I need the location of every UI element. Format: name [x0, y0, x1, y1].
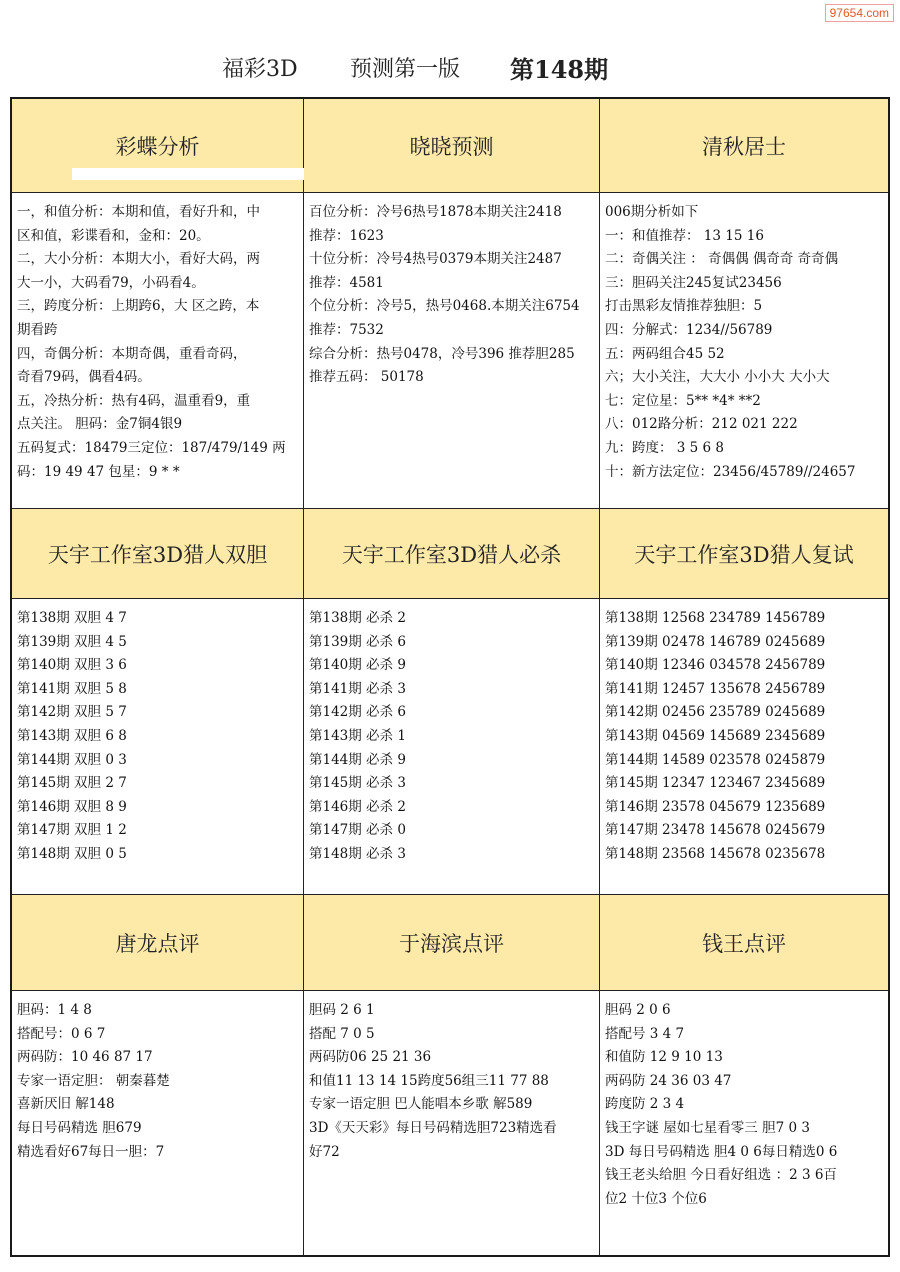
text-line: 搭配号 3 4 7	[605, 1025, 685, 1042]
text-line: 3D 每日号码精选 胆4 0 6每日精选0 6	[605, 1143, 838, 1160]
panel-tianyu-bisha	[304, 509, 600, 895]
text-line: 跨度防 2 3 4	[605, 1096, 685, 1113]
text-line: 第145期 双胆 2 7	[17, 775, 127, 792]
text-line: 大一小，大码看79，小码看4。	[17, 274, 205, 291]
text-line: 五，冷热分析：热有4码，温重看9，重	[17, 392, 251, 409]
panel-body	[304, 193, 599, 390]
text-line: 第146期 必杀 2	[309, 798, 406, 815]
text-line: 综合分析：热号0478，冷号396 推荐胆285	[309, 345, 575, 362]
panel-title-mask	[72, 168, 304, 180]
text-line: 打击黑彩友情推荐独胆：5	[605, 298, 763, 315]
panel-title: 彩蝶分析	[12, 99, 303, 193]
text-line: 第147期 必杀 0	[309, 822, 406, 839]
panel-body	[12, 193, 303, 484]
text-line: 搭配号：0 6 7	[17, 1025, 106, 1042]
panel-title: 天宇工作室3D猎人双胆	[12, 509, 303, 599]
text-line: 第138期 12568 234789 1456789	[605, 610, 826, 626]
page-header	[0, 40, 900, 90]
text-line: 喜新厌旧 解148	[17, 1096, 115, 1113]
panel-title: 清秋居士	[600, 99, 888, 193]
text-line: 钱王字谜 屋如七星看零三 胆7 0 3	[605, 1119, 810, 1136]
text-line: 六；大小关注，大大小 小小大 大小大	[605, 369, 830, 386]
text-line: 第141期 12457 135678 2456789	[605, 680, 826, 697]
text-line: 第138期 双胆 4 7	[17, 610, 127, 626]
text-line: 精选看好67每日一胆：7	[17, 1143, 165, 1160]
text-line: 第147期 23478 145678 0245679	[605, 822, 826, 839]
text-line: 两码防 24 36 03 47	[605, 1072, 732, 1089]
text-line: 第141期 必杀 3	[309, 680, 406, 697]
text-line: 第139期 双胆 4 5	[17, 633, 127, 650]
panel-title: 天宇工作室3D猎人复试	[600, 509, 888, 599]
text-line: 第148期 双胆 0 5	[17, 845, 127, 862]
text-line: 3D《天天彩》每日号码精选胆723精选看	[309, 1119, 557, 1136]
text-line: 第146期 23578 045679 1235689	[605, 798, 826, 815]
text-line: 第143期 04569 145689 2345689	[605, 727, 826, 744]
panel-body	[600, 193, 888, 484]
text-line: 搭配 7 0 5	[309, 1025, 375, 1042]
prediction-grid	[10, 97, 890, 1257]
panel-title: 唐龙点评	[12, 895, 303, 991]
text-line: 个位分析：冷号5，热号0468.本期关注6754	[309, 298, 580, 315]
text-line: 奇看79码，偶看4码。	[17, 369, 151, 386]
panel-body	[12, 599, 303, 867]
panel-caidie	[12, 99, 304, 509]
text-line: 三：胆码关注245复试23456	[605, 274, 782, 291]
panel-title: 天宇工作室3D猎人必杀	[304, 509, 599, 599]
header-lottery-name: 福彩3D	[222, 57, 298, 82]
text-line: 二：奇偶关注 ： 奇偶偶 偶奇奇 奇奇偶	[605, 251, 839, 268]
text-line: 第140期 必杀 9	[309, 657, 406, 674]
text-line: 五：两码组合45 52	[605, 345, 725, 362]
text-line: 胆码 2 6 1	[309, 1002, 375, 1018]
text-line: 十：新方法定位：23456/45789//24657	[605, 463, 856, 480]
text-line: 专家一语定胆 巴人能唱本乡歌 解589	[309, 1096, 533, 1113]
text-line: 七：定位星：5** *4* **2	[605, 392, 761, 409]
text-line: 区和值，彩谍看和，金和：20。	[17, 227, 210, 244]
text-line: 第147期 双胆 1 2	[17, 822, 127, 839]
text-line: 胆码 2 0 6	[605, 1002, 671, 1018]
text-line: 第140期 12346 034578 2456789	[605, 657, 826, 674]
panel-title: 晓晓预测	[304, 99, 599, 193]
text-line: 推荐：4581	[309, 274, 384, 291]
text-line: 四：分解式：1234//56789	[605, 321, 773, 338]
text-line: 第146期 双胆 8 9	[17, 798, 127, 815]
text-line: 第148期 23568 145678 0235678	[605, 845, 826, 862]
text-line: 位2 十位3 个位6	[605, 1190, 707, 1207]
text-line: 第145期 12347 123467 2345689	[605, 775, 826, 792]
text-line: 和值防 12 9 10 13	[605, 1049, 723, 1066]
header-edition: 预测第一版	[350, 57, 461, 82]
panel-title: 于海滨点评	[304, 895, 599, 991]
text-line: 十位分析：冷号4热号0379本期关注2487	[309, 251, 562, 268]
text-line: 两码防06 25 21 36	[309, 1049, 432, 1066]
text-line: 三，跨度分析：上期跨6，大 区之跨，本	[17, 298, 260, 315]
text-line: 八：012路分析：212 021 222	[605, 416, 798, 433]
header-issue: 第148期	[510, 55, 609, 84]
text-line: 第142期 02456 235789 0245689	[605, 704, 826, 721]
text-line: 第139期 02478 146789 0245689	[605, 633, 826, 650]
text-line: 码：19 49 47 包星：9 * *	[17, 463, 180, 480]
text-line: 第148期 必杀 3	[309, 845, 406, 862]
panel-yuhaibin	[304, 895, 600, 1255]
text-line: 第142期 双胆 5 7	[17, 704, 127, 721]
text-line: 第141期 双胆 5 8	[17, 680, 127, 697]
text-line: 推荐：7532	[309, 321, 384, 338]
text-line: 第144期 14589 023578 0245879	[605, 751, 826, 768]
watermark: 97654.com	[825, 4, 894, 22]
text-line: 钱王老头给胆 今日看好组选 ：2 3 6百	[605, 1167, 837, 1184]
panel-body	[600, 599, 888, 867]
text-line: 期看跨	[17, 321, 58, 338]
text-line: 推荐：1623	[309, 227, 384, 244]
panel-title: 钱王点评	[600, 895, 888, 991]
text-line: 百位分析：冷号6热号1878本期关注2418	[309, 204, 562, 220]
text-line: 和值11 13 14 15跨度56组三11 77 88	[309, 1072, 549, 1089]
text-line: 推荐五码： 50178	[309, 369, 424, 386]
text-line: 第143期 必杀 1	[309, 727, 406, 744]
panel-xiaoxiao	[304, 99, 600, 509]
panel-tianyu-fushi	[600, 509, 888, 895]
panel-body	[304, 599, 599, 867]
text-line: 二，大小分析：本期大小，看好大码，两	[17, 251, 260, 268]
text-line: 第139期 必杀 6	[309, 633, 406, 650]
panel-body	[304, 991, 599, 1164]
panel-tanglong	[12, 895, 304, 1255]
panel-body	[12, 991, 303, 1164]
text-line: 第143期 双胆 6 8	[17, 727, 127, 744]
text-line: 一，和值分析：本期和值，看好升和，中	[17, 204, 260, 220]
text-line: 第142期 必杀 6	[309, 704, 406, 721]
panel-qianwang	[600, 895, 888, 1255]
text-line: 每日号码精选 胆679	[17, 1119, 142, 1136]
text-line: 第144期 必杀 9	[309, 751, 406, 768]
text-line: 第140期 双胆 3 6	[17, 657, 127, 674]
text-line: 五码复式：18479三定位：187/479/149 两	[17, 439, 286, 456]
text-line: 点关注。 胆码：金7铜4银9	[17, 416, 183, 433]
text-line: 胆码：1 4 8	[17, 1002, 92, 1018]
panel-tianyu-shuangdan	[12, 509, 304, 895]
text-line: 好72	[309, 1143, 340, 1160]
text-line: 九：跨度： 3 5 6 8	[605, 439, 725, 456]
text-line: 一：和值推荐： 13 15 16	[605, 227, 764, 244]
panel-qingqiu	[600, 99, 888, 509]
text-line: 006期分析如下	[605, 204, 699, 220]
text-line: 两码防：10 46 87 17	[17, 1049, 153, 1066]
text-line: 第144期 双胆 0 3	[17, 751, 127, 768]
text-line: 专家一语定胆： 朝秦暮楚	[17, 1072, 170, 1089]
text-line: 四，奇偶分析：本期奇偶，重看奇码，	[17, 345, 247, 362]
text-line: 第138期 必杀 2	[309, 610, 406, 626]
text-line: 第145期 必杀 3	[309, 775, 406, 792]
panel-body	[600, 991, 888, 1211]
